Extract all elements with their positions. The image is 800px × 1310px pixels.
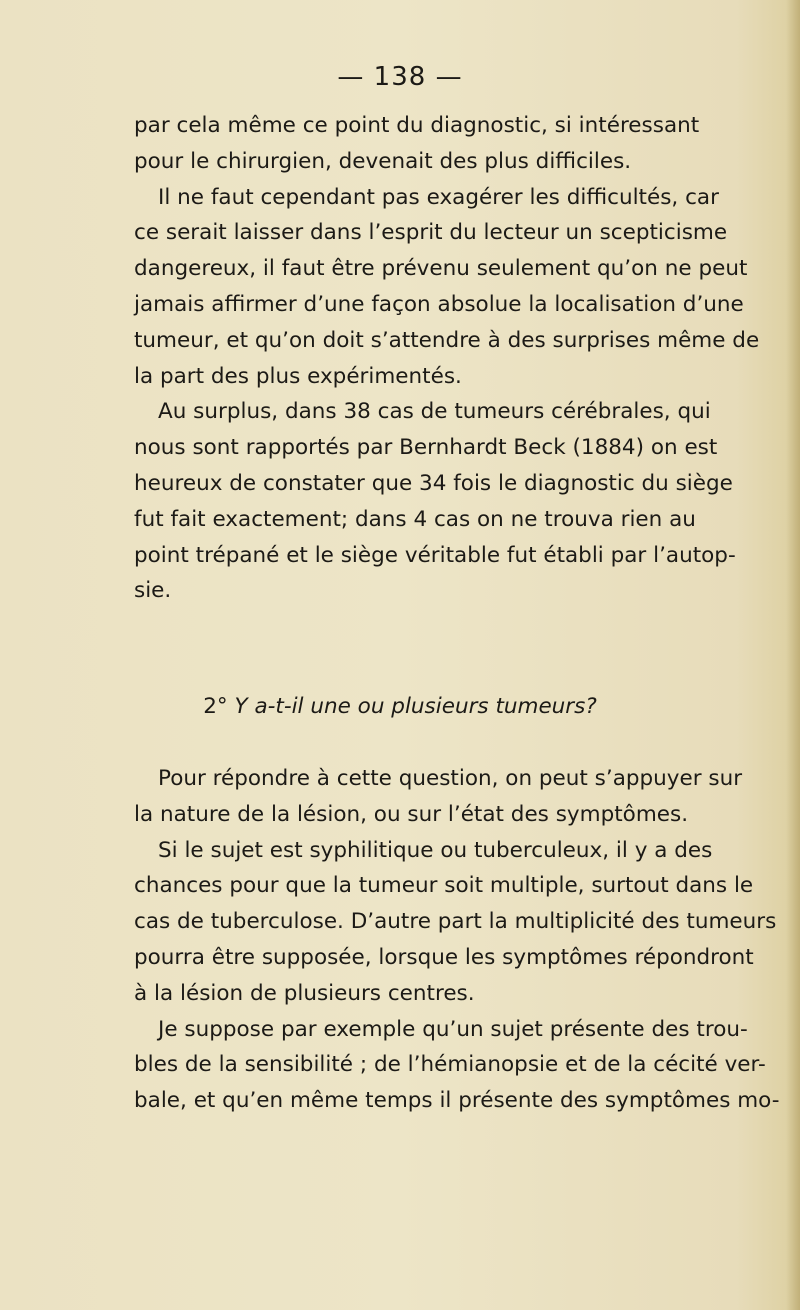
text-block-bottom <box>134 761 780 1119</box>
text-line: Il ne faut cependant pas exagérer les difficultés, car <box>158 184 719 210</box>
text-line: sie. <box>134 578 172 604</box>
text-line: bles de la sensibilité ; de l’hémianopsie et de la cécité ver- <box>134 1052 766 1078</box>
text-line: Au surplus, dans 38 cas de tumeurs cérébrales, qui <box>158 399 711 425</box>
page-edge-shadow <box>786 0 800 1310</box>
text-line: tumeur, et qu’on doit s’attendre à des surprises même de <box>134 327 760 353</box>
text-line: pour le chirurgien, devenait des plus difficiles. <box>134 148 632 174</box>
section-heading <box>0 690 800 724</box>
text-line: point trépané et le siège véritable fut établi par l’autop- <box>134 542 736 568</box>
section-title: Y a-t-il une ou plusieurs tumeurs? <box>234 694 597 719</box>
text-line: cas de tuberculose. D’autre part la multiplicité des tumeurs <box>134 909 777 935</box>
text-line: nous sont rapportés par Bernhardt Beck (1884) on est <box>134 435 718 461</box>
text-line: pourra être supposée, lorsque les symptômes répondront <box>134 944 754 970</box>
text-line: chances pour que la tumeur soit multiple, surtout dans le <box>134 873 754 899</box>
text-line: Pour répondre à cette question, on peut s’appuyer sur <box>158 766 743 791</box>
text-line: à la lésion de plusieurs centres. <box>134 980 475 1006</box>
text-line: dangereux, il faut être prévenu seulement qu’on ne peut <box>134 256 748 282</box>
page-number: — 138 — <box>337 62 463 92</box>
text-line: jamais affirmer d’une façon absolue la localisation d’une <box>134 291 744 317</box>
section-number: 2° <box>203 694 228 719</box>
text-line: Si le sujet est syphilitique ou tuberculeux, il y a des <box>158 837 713 863</box>
text-line: la nature de la lésion, ou sur l’état des symptômes. <box>134 801 689 827</box>
text-line: bale, et qu’en même temps il présente des symptômes mo- <box>134 1088 780 1114</box>
text-line: fut fait exactement; dans 4 cas on ne trouva rien au <box>134 506 696 532</box>
text-line: heureux de constater que 34 fois le diagnostic du siège <box>134 470 733 496</box>
text-line: ce serait laisser dans l’esprit du lecteur un scepticisme <box>134 220 728 246</box>
text-line: Je suppose par exemple qu’un sujet présente des trou- <box>158 1016 748 1042</box>
text-line: par cela même ce point du diagnostic, si intéressant <box>134 113 700 138</box>
text-block-top <box>134 108 760 609</box>
text-line: la part des plus expérimentés. <box>134 363 462 389</box>
